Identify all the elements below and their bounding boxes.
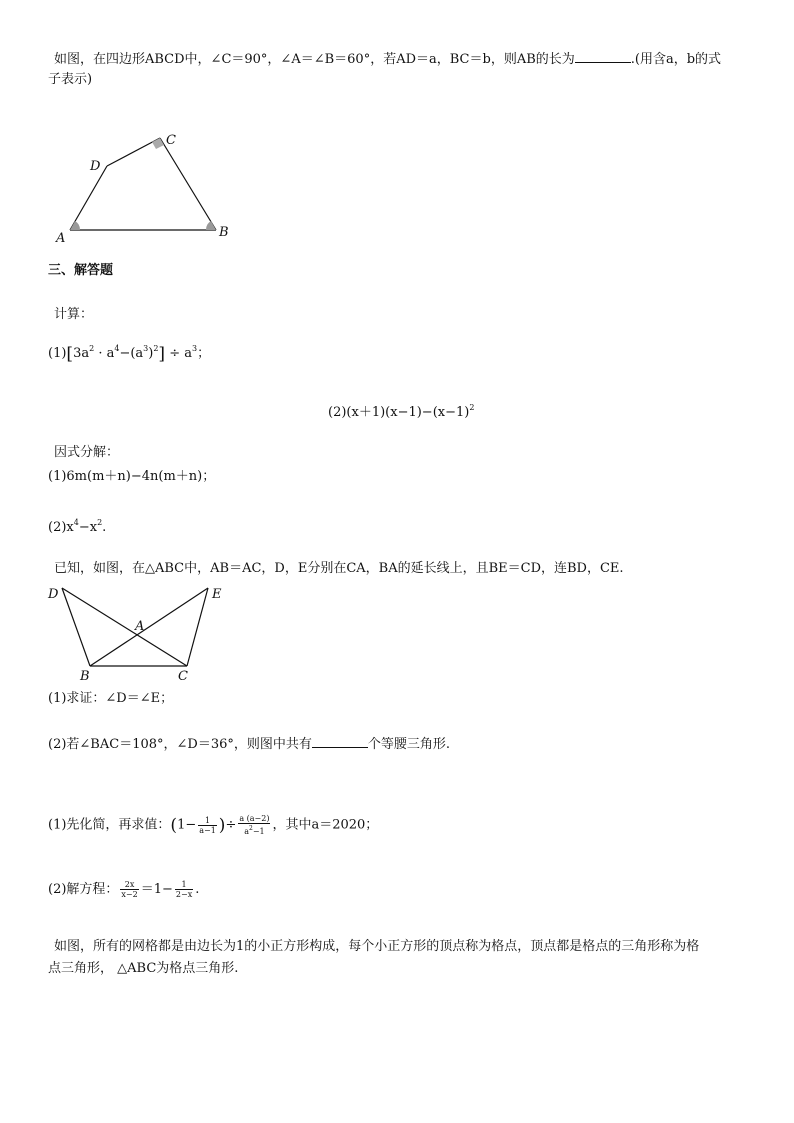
fraction-1-over-2-minus-x: $\frac{1}{2-x}$ <box>175 880 193 899</box>
label-d: D <box>90 159 101 174</box>
q1-answer-blank[interactable] <box>575 50 631 63</box>
q3-part2: $(2)x^4-x^2$. <box>48 518 107 535</box>
fraction-a-a-minus-2: $\frac{a (a-2)}{a^2-1}$ <box>239 814 270 836</box>
q4-answer-blank[interactable] <box>312 735 368 748</box>
q3-intro: 因式分解： <box>54 445 120 460</box>
label-b: B <box>219 225 229 240</box>
q5-part2: (2)解方程： $\frac{2x}{x-2}$ ＝1− $\frac{1}{2-x}$ . <box>48 880 200 899</box>
label-b: B <box>80 669 90 684</box>
q1-line1 <box>54 50 721 69</box>
right-angle-c-mark <box>152 138 164 149</box>
q4-text: 已知，如图，在△ABC中，AB＝AC，D，E分别在CA，BA的延长线上，且BE＝CD，连BD，CE. <box>54 561 624 576</box>
q6-line1: 如图，所有的网格都是由边长为1的小正方形构成，每个小正方形的顶点称为格点，顶点都是格点的三角形称为格 <box>54 939 700 954</box>
angle-a-mark <box>70 221 80 230</box>
q4-part1: (1)求证：∠D＝∠E； <box>48 691 174 706</box>
fraction-2x-over-x-minus-2: $\frac{2x}{x-2}$ <box>121 880 138 899</box>
section-title: 三、解答题 <box>48 263 114 278</box>
label-e: E <box>212 587 222 602</box>
q2-part2: $(2)(x+1)(x-1)-(x-1)^2$ <box>328 403 475 420</box>
label-c: C <box>166 133 176 148</box>
q2-part1: $(1)[3a^2 \cdot a^4-(a^3)^2] \div a^3$； <box>48 344 211 364</box>
label-a: A <box>135 619 145 634</box>
q1-figure-quadrilateral <box>48 128 248 246</box>
fraction-1-over-a-minus-1: $\frac{1}{a-1}$ <box>199 815 216 835</box>
q4-figure-triangles <box>44 584 234 684</box>
q1-text-tail: .(用含a，b的式 <box>630 52 722 67</box>
q2-intro: 计算： <box>54 307 94 322</box>
label-d: D <box>48 587 59 602</box>
q1-line2: 子表示) <box>48 72 93 87</box>
angle-b-mark <box>206 221 216 230</box>
q3-part1: (1)6m(m＋n)−4n(m＋n)； <box>48 469 216 484</box>
q5-part1: (1)先化简，再求值：(1− $\frac{1}{a-1}$ )÷ $\frac{a (a-2)}{a^2-1}$ ，其中a＝2020； <box>48 814 379 836</box>
label-a: A <box>56 231 66 246</box>
q4-part2: (2)若∠BAC＝108°，∠D＝36°，则图中共有 个等腰三角形. <box>48 737 451 752</box>
q1-text: 如图，在四边形ABCD中，∠C＝90°，∠A＝∠B＝60°，若AD＝a，BC＝b，则AB的长为 <box>54 52 575 67</box>
q6-line2: 点三角形， △ABC为格点三角形. <box>48 961 239 976</box>
label-c: C <box>178 669 188 684</box>
